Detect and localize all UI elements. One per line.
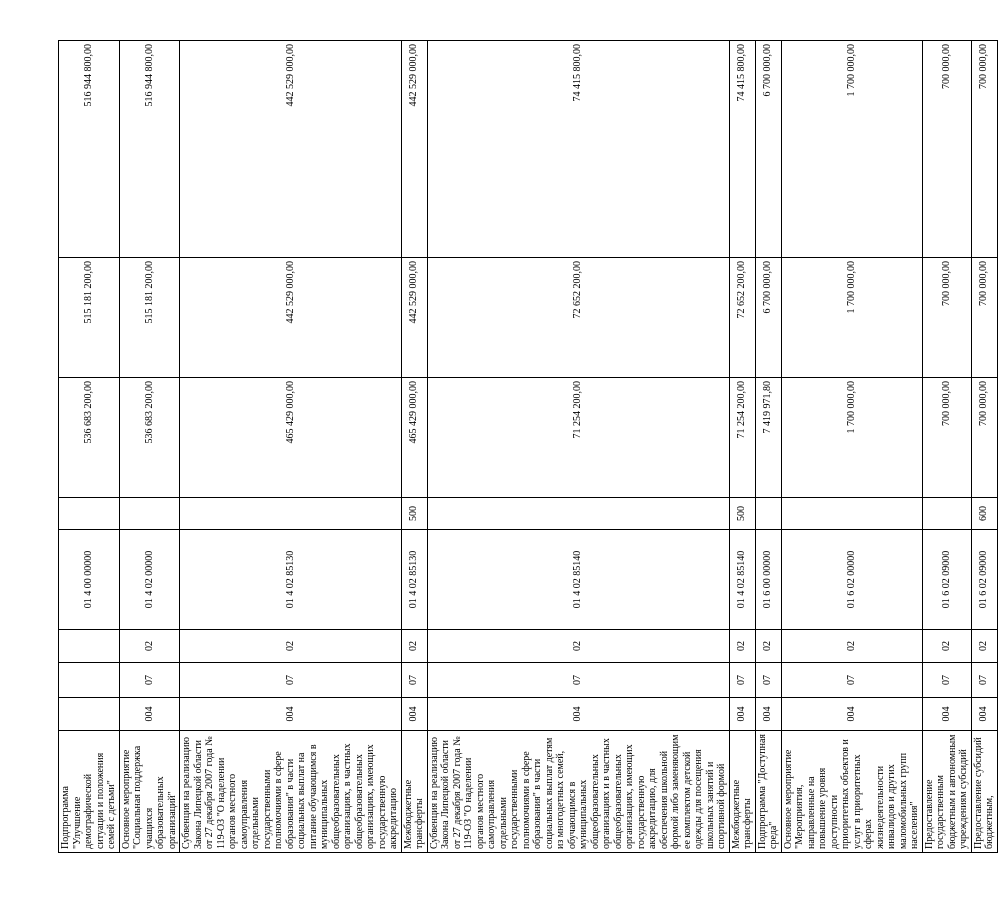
row-amount-2021: 700 000,00 — [922, 41, 971, 258]
row-podrazdel: 02 — [755, 630, 781, 663]
row-amount-2021: 74 415 800,00 — [427, 41, 729, 258]
row-amount-2021: 6 700 000,00 — [755, 41, 781, 258]
row-razdel: 07 — [180, 663, 402, 698]
row-amount-2019: 700 000,00 — [971, 378, 997, 498]
row-podrazdel: 02 — [180, 630, 402, 663]
table-row — [59, 41, 120, 853]
row-kcsr: 01 4 02 00000 — [119, 530, 180, 630]
row-podrazdel: 02 — [401, 630, 427, 663]
row-amount-2019: 7 419 971,80 — [755, 378, 781, 498]
row-kvr: 600 — [971, 498, 997, 530]
row-amount-2020: 700 000,00 — [971, 258, 997, 378]
row-kvr — [755, 498, 781, 530]
row-name: Подпрограмма "Улучшение демографической ситуации и положения семей с детьми" — [59, 731, 120, 853]
row-kcsr: 01 4 02 85140 — [427, 530, 729, 630]
row-kcsr: 01 6 02 00000 — [781, 530, 922, 630]
row-kvr — [119, 498, 180, 530]
row-amount-2020: 700 000,00 — [922, 258, 971, 378]
row-amount-2019: 536 683 200,00 — [119, 378, 180, 498]
table-row — [922, 41, 971, 853]
row-kcsr: 01 6 02 09000 — [922, 530, 971, 630]
table-body — [59, 41, 998, 853]
row-grbs: 004 — [781, 698, 922, 731]
row-amount-2021: 700 000,00 — [971, 41, 997, 258]
row-name: Субвенция на реализацию Закона Липецкой области от 27 декабря 2007 года № 119-ОЗ "О наделении органов местного самоуправления отдельными государственными полномочиями в сфере образования" в части социальных выплат детям из многодетных семей, обучающимся в муниципальных общеобразовательных организациях и в частных общеобразовательных организациях, имеющих государственную аккредитацию, для обеспечения школьной формой либо заменяющим ее комплектом детской одежды для посещения школьных занятий и спортивной формой — [427, 731, 729, 853]
row-razdel: 07 — [755, 663, 781, 698]
table-row — [427, 41, 729, 853]
row-name: Основное мероприятие "Мероприятия, направленные на повышение уровня доступности приоритетных объектов и услуг в приоритетных сферах жизнедеятельности инвалидов и других маломобильных групп населения" — [781, 731, 922, 853]
row-grbs: 004 — [119, 698, 180, 731]
row-kvr — [59, 498, 120, 530]
row-amount-2021: 442 529 000,00 — [180, 41, 402, 258]
row-amount-2019: 465 429 000,00 — [401, 378, 427, 498]
row-razdel: 07 — [427, 663, 729, 698]
row-kvr — [781, 498, 922, 530]
row-kvr — [427, 498, 729, 530]
table-row — [755, 41, 781, 853]
table-row — [401, 41, 427, 853]
row-razdel: 07 — [119, 663, 180, 698]
row-podrazdel — [59, 630, 120, 663]
row-amount-2021: 516 944 800,00 — [119, 41, 180, 258]
row-grbs: 004 — [922, 698, 971, 731]
row-amount-2019: 700 000,00 — [922, 378, 971, 498]
row-grbs: 004 — [755, 698, 781, 731]
row-kvr — [180, 498, 402, 530]
row-amount-2020: 72 652 200,00 — [729, 258, 755, 378]
row-podrazdel: 02 — [729, 630, 755, 663]
row-kcsr: 01 4 02 85130 — [180, 530, 402, 630]
row-grbs: 004 — [180, 698, 402, 731]
table-row — [729, 41, 755, 853]
row-kcsr: 01 4 00 00000 — [59, 530, 120, 630]
row-podrazdel: 02 — [971, 630, 997, 663]
budget-table — [58, 40, 998, 853]
row-kvr: 500 — [401, 498, 427, 530]
table-row — [781, 41, 922, 853]
row-name: Подпрограмма "Доступная среда" — [755, 731, 781, 853]
row-grbs: 004 — [971, 698, 997, 731]
row-kcsr: 01 6 02 09000 — [971, 530, 997, 630]
row-podrazdel: 02 — [119, 630, 180, 663]
row-grbs — [59, 698, 120, 731]
table-row — [119, 41, 180, 853]
row-amount-2020: 515 181 200,00 — [119, 258, 180, 378]
row-podrazdel: 02 — [427, 630, 729, 663]
row-amount-2019: 71 254 200,00 — [427, 378, 729, 498]
row-amount-2020: 1 700 000,00 — [781, 258, 922, 378]
row-razdel: 07 — [729, 663, 755, 698]
row-amount-2019: 71 254 200,00 — [729, 378, 755, 498]
row-podrazdel: 02 — [922, 630, 971, 663]
row-amount-2020: 515 181 200,00 — [59, 258, 120, 378]
row-name: Основное мероприятие "Социальная поддержка учащихся образовательных организаций" — [119, 731, 180, 853]
row-razdel: 07 — [781, 663, 922, 698]
row-amount-2019: 465 429 000,00 — [180, 378, 402, 498]
row-kcsr: 01 4 02 85140 — [729, 530, 755, 630]
row-podrazdel: 02 — [781, 630, 922, 663]
row-amount-2020: 442 529 000,00 — [401, 258, 427, 378]
row-amount-2021: 516 944 800,00 — [59, 41, 120, 258]
row-kcsr: 01 6 00 00000 — [755, 530, 781, 630]
row-razdel — [59, 663, 120, 698]
row-amount-2019: 1 700 000,00 — [781, 378, 922, 498]
row-amount-2020: 442 529 000,00 — [180, 258, 402, 378]
row-amount-2020: 72 652 200,00 — [427, 258, 729, 378]
row-grbs: 004 — [729, 698, 755, 731]
rotated-content — [58, 41, 995, 853]
row-name: Межбюджетные трансферты — [729, 731, 755, 853]
row-amount-2020: 6 700 000,00 — [755, 258, 781, 378]
row-amount-2021: 1 700 000,00 — [781, 41, 922, 258]
row-name: Межбюджетные трансферты — [401, 731, 427, 853]
row-grbs: 004 — [427, 698, 729, 731]
row-kvr: 500 — [729, 498, 755, 530]
row-amount-2021: 74 415 800,00 — [729, 41, 755, 258]
row-name: Предоставление субсидий бюджетным, — [971, 731, 997, 853]
row-name: Предоставление государственным бюджетным и автономным учреждениям субсидий — [922, 731, 971, 853]
table-row — [180, 41, 402, 853]
row-kcsr: 01 4 02 85130 — [401, 530, 427, 630]
row-razdel: 07 — [401, 663, 427, 698]
table-row — [971, 41, 997, 853]
row-amount-2021: 442 529 000,00 — [401, 41, 427, 258]
row-name: Субвенция на реализацию Закона Липецкой области от 27 декабря 2007 года № 119-ОЗ "О наделении органов местного самоуправления отдельными государственными полномочиями в сфере образования" в части социальных выплат на питание обучающимся в муниципальных общеобразовательных организациях, в частных общеобразовательных организациях, имеющих государственную аккредитацию — [180, 731, 402, 853]
row-razdel: 07 — [971, 663, 997, 698]
row-razdel: 07 — [922, 663, 971, 698]
row-grbs: 004 — [401, 698, 427, 731]
row-amount-2019: 536 683 200,00 — [59, 378, 120, 498]
row-kvr — [922, 498, 971, 530]
